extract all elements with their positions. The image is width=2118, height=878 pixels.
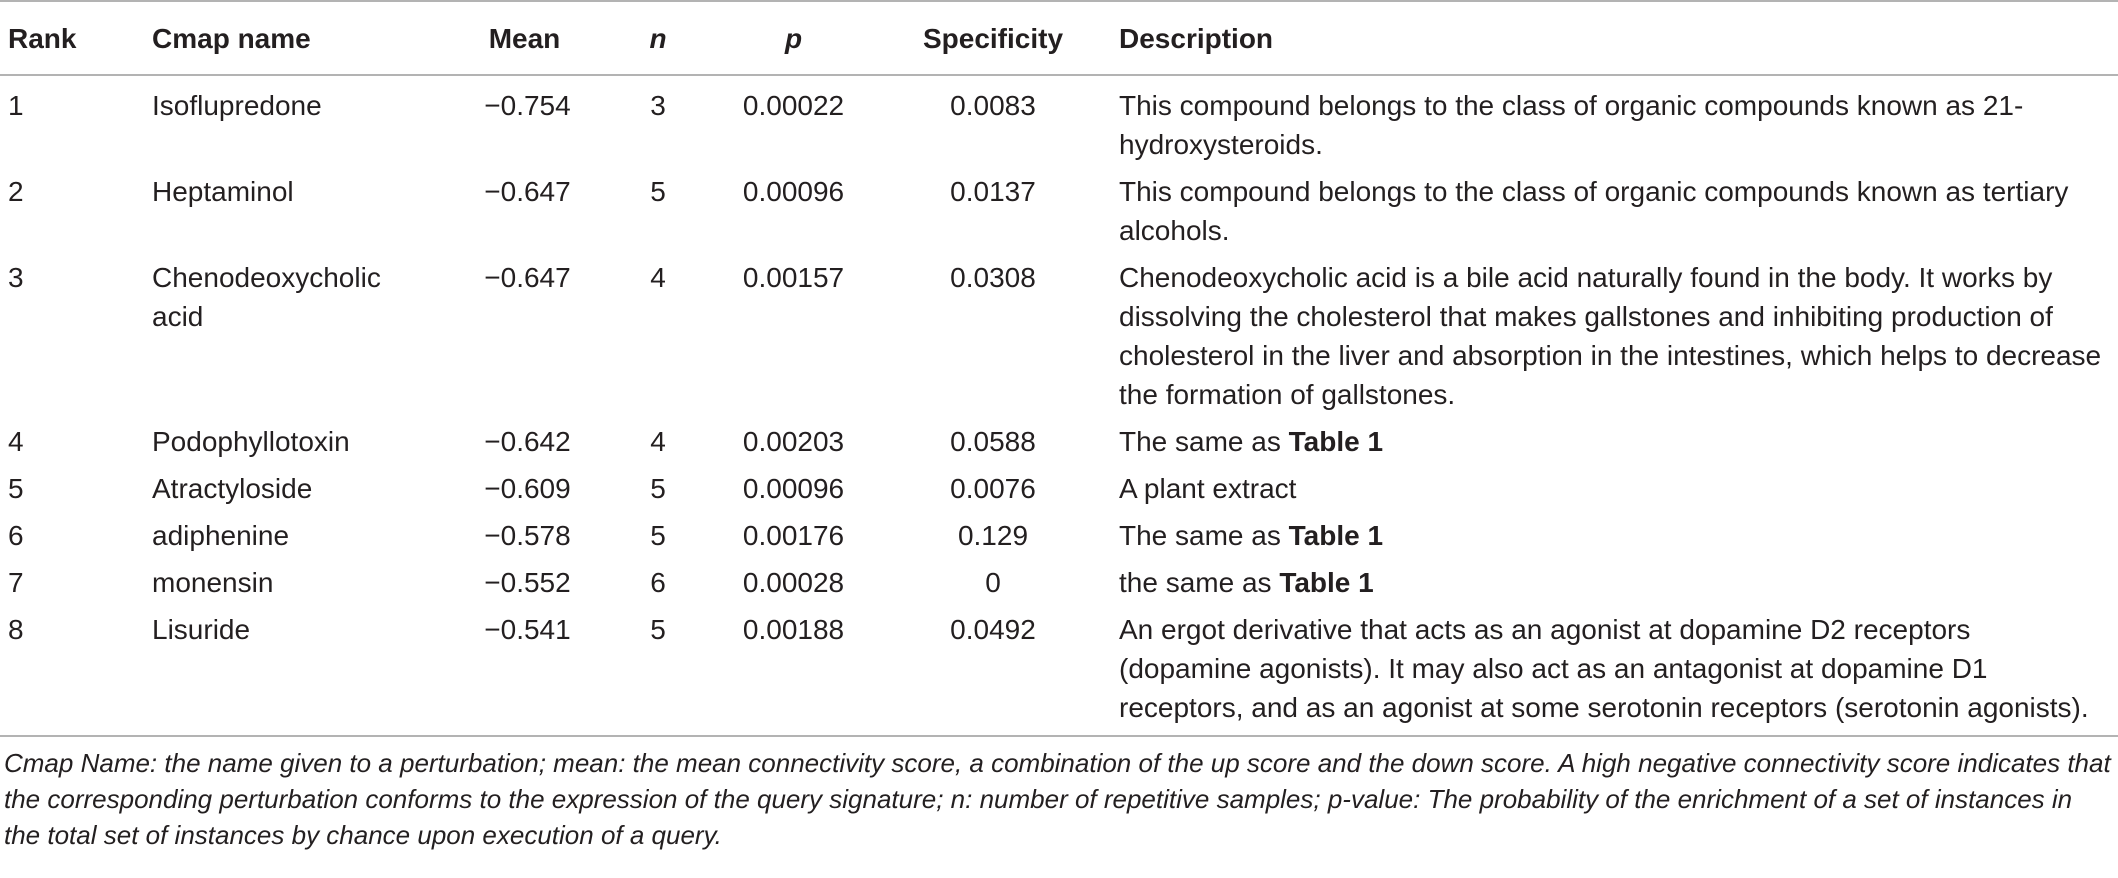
cell-p: 0.00096: [742, 176, 845, 207]
header-row: [0, 1, 2118, 75]
description-text: This compound belongs to the class of organic compounds known as tertiary alcohols.: [1119, 176, 2069, 246]
header-n: n: [604, 1, 712, 75]
description-text: This compound belongs to the class of organic compounds known as 21-hydroxysteroids.: [1119, 90, 2024, 160]
cell-mean: −0.647: [484, 262, 571, 293]
cell-n: 5: [650, 473, 666, 504]
cell-rank: 7: [8, 567, 24, 598]
cell-description: [1111, 556, 2118, 603]
header-rank: Rank: [0, 1, 152, 75]
description-text: An ergot derivative that acts as an agonist at dopamine D2 receptors (dopamine agonists). It may also act as an antagonist at dopamine D1 receptors, and as an agonist at some serotonin receptors (serotonin agonists).: [1119, 614, 2089, 723]
cell-description: [1111, 462, 2118, 509]
cell-description: [1111, 415, 2118, 462]
cell-specificity: 0.0076: [950, 473, 1036, 504]
description-text: A plant extract: [1119, 473, 1297, 504]
description-text: Chenodeoxycholic acid is a bile acid naturally found in the body. It works by dissolving the cholesterol that makes gallstones and inhibiting production of cholesterol in the liver and absorption in the intestines, which helps to decrease the formation of gallstones.: [1119, 262, 2102, 410]
cell-cmap-name: adiphenine: [152, 520, 290, 551]
cell-cmap-name: Heptaminol: [152, 176, 294, 207]
cell-n: 6: [650, 567, 666, 598]
table-header: [0, 1, 2118, 75]
table-row: [0, 165, 2118, 251]
cell-p: 0.00176: [742, 520, 845, 551]
cell-rank: 3: [8, 262, 24, 293]
cell-specificity: 0.0492: [875, 603, 1111, 736]
table-reference-link[interactable]: Table 1: [1288, 520, 1384, 551]
cell-cmap-name: Isoflupredone: [152, 90, 322, 121]
cell-specificity: 0.0137: [950, 176, 1036, 207]
cell-rank: 1: [8, 90, 24, 121]
cell-n: 5: [604, 603, 712, 736]
cell-n: 4: [650, 426, 666, 457]
table-body: [0, 75, 2118, 736]
cell-mean: −0.541: [445, 603, 604, 736]
table-row: [0, 509, 2118, 556]
cell-n: 4: [650, 262, 666, 293]
cell-specificity: 0.0308: [950, 262, 1036, 293]
description-text: The same as: [1119, 426, 1289, 457]
cell-p: 0.00022: [742, 90, 845, 121]
cell-n: 3: [650, 90, 666, 121]
cell-cmap-name: Lisuride: [152, 603, 445, 736]
table-row: [0, 75, 2118, 165]
cell-n: 5: [650, 520, 666, 551]
table-row: [0, 251, 2118, 415]
cell-rank: 6: [8, 520, 24, 551]
header-description: Description: [1111, 1, 2118, 75]
cell-description: [1111, 75, 2118, 165]
cell-mean: −0.754: [484, 90, 571, 121]
cell-p: 0.00203: [742, 426, 845, 457]
header-mean: Mean: [445, 1, 604, 75]
description-text: the same as: [1119, 567, 1280, 598]
table-footnote: Cmap Name: the name given to a perturbation; mean: the mean connectivity score, a combination of the up score and the down score. A high negative connectivity score indicates that the corresponding perturbation conforms to the expression of the query signature; n: number of repetitive samples; p-value: The probability of the enrichment of a set of instances in the total set of instances by chance upon execution of a query.: [4, 748, 2111, 850]
cell-p: 0.00188: [712, 603, 875, 736]
cell-mean: −0.552: [484, 567, 571, 598]
cell-p: 0.00028: [742, 567, 845, 598]
cell-description: [1111, 165, 2118, 251]
cell-rank: 5: [8, 473, 24, 504]
table-row: [0, 415, 2118, 462]
description-text: The same as: [1119, 520, 1289, 551]
cell-description: [1111, 603, 2118, 736]
header-p: p: [712, 1, 875, 75]
table-row: [0, 603, 2118, 736]
cell-rank: 8: [0, 603, 152, 736]
table-row: [0, 462, 2118, 509]
header-specificity: Specificity: [875, 1, 1111, 75]
cell-rank: 4: [8, 426, 24, 457]
cell-specificity: 0.0083: [950, 90, 1036, 121]
table-reference-link[interactable]: Table 1: [1288, 426, 1384, 457]
cell-n: 5: [650, 176, 666, 207]
cell-p: 0.00096: [742, 473, 845, 504]
cell-mean: −0.609: [484, 473, 571, 504]
cell-mean: −0.647: [484, 176, 571, 207]
table-row: [0, 556, 2118, 603]
cell-specificity: 0.129: [957, 520, 1029, 551]
cell-rank: 2: [8, 176, 24, 207]
cell-description: [1111, 509, 2118, 556]
cell-specificity: 0.0588: [950, 426, 1036, 457]
cell-cmap-name: Podophyllotoxin: [152, 426, 350, 457]
header-cmap-name: Cmap name: [152, 1, 445, 75]
cell-mean: −0.578: [484, 520, 571, 551]
cell-p: 0.00157: [742, 262, 845, 293]
cell-cmap-name: Chenodeoxycholic acid: [152, 262, 381, 332]
cell-mean: −0.642: [484, 426, 571, 457]
cell-description: [1111, 251, 2118, 415]
cell-specificity: 0: [985, 567, 1001, 598]
cell-cmap-name: monensin: [152, 567, 274, 598]
table-reference-link[interactable]: Table 1: [1279, 567, 1374, 598]
cell-cmap-name: Atractyloside: [152, 473, 313, 504]
